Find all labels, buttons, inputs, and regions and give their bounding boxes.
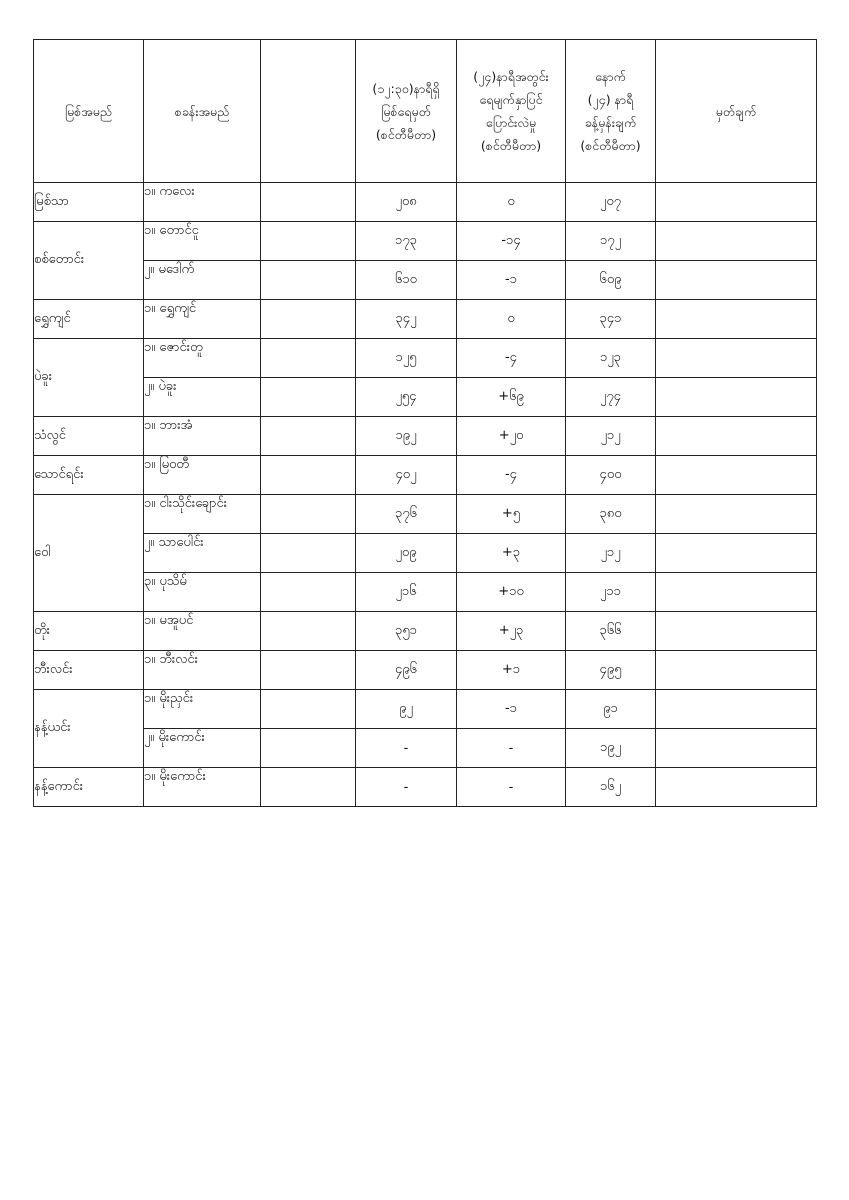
river-name-cell: နန့်ယင်း	[34, 690, 144, 768]
change-cell: -၁	[457, 690, 566, 729]
forecast-cell: ၁၂၃	[566, 339, 656, 378]
forecast-cell: ၂၀၇	[566, 183, 656, 222]
station-name-cell: ၁။ ရွှေကျင်	[144, 300, 261, 339]
blank-cell	[261, 261, 356, 300]
change-cell: +၂၀	[457, 417, 566, 456]
river-name-cell: စစ်တောင်း	[34, 222, 144, 300]
header-24h-forecast: နောက် (၂၄) နာရီ ခန့်မှန်းချက် (စင်တီမီတာ)	[566, 40, 656, 183]
table-row	[34, 729, 817, 768]
header-24h-change: (၂၄)နာရီအတွင်း ရေမျက်နှာပြင် ပြောင်းလဲမှု (စင်တီမီတာ)	[457, 40, 566, 183]
remark-cell	[656, 339, 817, 378]
water-level-cell: ၂၁၆	[356, 573, 457, 612]
blank-cell	[261, 456, 356, 495]
station-name-cell: ၂။ ပဲခူး	[144, 378, 261, 417]
table-row	[34, 456, 817, 495]
forecast-cell: ၃၆၆	[566, 612, 656, 651]
change-cell: +၃	[457, 534, 566, 573]
change-cell: -၄	[457, 456, 566, 495]
blank-cell	[261, 183, 356, 222]
remark-cell	[656, 417, 817, 456]
forecast-cell: ၄၀၀	[566, 456, 656, 495]
river-name-cell: ရွှေကျင်	[34, 300, 144, 339]
header-station-name: စခန်းအမည်	[144, 40, 261, 183]
station-name-cell: ၂။ မိုးကောင်း	[144, 729, 261, 768]
river-name-cell: တိုး	[34, 612, 144, 651]
blank-cell	[261, 495, 356, 534]
water-level-cell: ၂၀၈	[356, 183, 457, 222]
water-level-cell: ၃၅၁	[356, 612, 457, 651]
blank-cell	[261, 690, 356, 729]
station-name-cell: ၁။ ဇောင်းတူ	[144, 339, 261, 378]
remark-cell	[656, 534, 817, 573]
remark-cell	[656, 378, 817, 417]
remark-cell	[656, 300, 817, 339]
change-cell: +၂၃	[457, 612, 566, 651]
forecast-cell: ၂၁၂	[566, 417, 656, 456]
water-level-cell: ၄၀၂	[356, 456, 457, 495]
header-remarks: မှတ်ချက်	[656, 40, 817, 183]
water-level-cell: ၁၂၅	[356, 339, 457, 378]
remark-cell	[656, 651, 817, 690]
table-row	[34, 573, 817, 612]
blank-cell	[261, 573, 356, 612]
table-row	[34, 612, 817, 651]
change-cell: +၁	[457, 651, 566, 690]
water-level-cell: ၄၉၆	[356, 651, 457, 690]
river-name-cell: သောင်ရင်း	[34, 456, 144, 495]
change-cell: +၅	[457, 495, 566, 534]
station-name-cell: ၁။ မိုးညှင်း	[144, 690, 261, 729]
blank-cell	[261, 222, 356, 261]
water-level-cell: ၁၇၃	[356, 222, 457, 261]
remark-cell	[656, 183, 817, 222]
forecast-cell: ၃၈၀	[566, 495, 656, 534]
change-cell: ၀	[457, 183, 566, 222]
table-row	[34, 417, 817, 456]
change-cell: -	[457, 729, 566, 768]
change-cell: -၁	[457, 261, 566, 300]
river-water-level-table	[33, 39, 817, 807]
station-name-cell: ၁။ မြဝတီ	[144, 456, 261, 495]
header-water-level: (၁၂:၃၀)နာရီရှိ မြစ်ရေမှတ် (စင်တီမီတာ)	[356, 40, 457, 183]
river-name-cell: ဝေါ	[34, 495, 144, 612]
table-body	[34, 183, 817, 807]
blank-cell	[261, 339, 356, 378]
water-level-cell: ၆၁၀	[356, 261, 457, 300]
remark-cell	[656, 222, 817, 261]
station-name-cell: ၁။ ငါးသိုင်းချောင်း	[144, 495, 261, 534]
remark-cell	[656, 495, 817, 534]
forecast-cell: ၆၀၉	[566, 261, 656, 300]
water-level-cell: ၁၉၂	[356, 417, 457, 456]
station-name-cell: ၁။ မအူပင်	[144, 612, 261, 651]
river-name-cell: သံလွင်	[34, 417, 144, 456]
remark-cell	[656, 612, 817, 651]
remark-cell	[656, 456, 817, 495]
remark-cell	[656, 261, 817, 300]
table-row	[34, 534, 817, 573]
forecast-cell: ၂၁၂	[566, 534, 656, 573]
header-blank	[261, 40, 356, 183]
water-level-cell: ၂၅၄	[356, 378, 457, 417]
station-name-cell: ၁။ တောင်ငူ	[144, 222, 261, 261]
blank-cell	[261, 612, 356, 651]
forecast-cell: ၁၉၂	[566, 729, 656, 768]
remark-cell	[656, 573, 817, 612]
water-level-cell: ၃၄၂	[356, 300, 457, 339]
river-name-cell: ပဲခူး	[34, 339, 144, 417]
table-row	[34, 339, 817, 378]
station-name-cell: ၁။ ကလေး	[144, 183, 261, 222]
remark-cell	[656, 768, 817, 807]
forecast-cell: ၉၁	[566, 690, 656, 729]
change-cell: ၀	[457, 300, 566, 339]
water-level-cell: -	[356, 729, 457, 768]
table-row	[34, 300, 817, 339]
forecast-cell: ၄၉၅	[566, 651, 656, 690]
remark-cell	[656, 729, 817, 768]
river-name-cell: မြစ်သာ	[34, 183, 144, 222]
blank-cell	[261, 534, 356, 573]
station-name-cell: ၁။ မိုးကောင်း	[144, 768, 261, 807]
blank-cell	[261, 378, 356, 417]
forecast-cell: ၂၁၁	[566, 573, 656, 612]
water-level-cell: -	[356, 768, 457, 807]
station-name-cell: ၃။ ပုသိမ်	[144, 573, 261, 612]
header-river-name: မြစ်အမည်	[34, 40, 144, 183]
remark-cell	[656, 690, 817, 729]
blank-cell	[261, 729, 356, 768]
station-name-cell: ၁။ ဘီးလင်း	[144, 651, 261, 690]
table-row	[34, 690, 817, 729]
change-cell: +၆၉	[457, 378, 566, 417]
table-row	[34, 768, 817, 807]
table-row	[34, 261, 817, 300]
water-level-cell: ၂၀၉	[356, 534, 457, 573]
station-name-cell: ၁။ ဘားအံ	[144, 417, 261, 456]
change-cell: -၁၄	[457, 222, 566, 261]
change-cell: -၄	[457, 339, 566, 378]
table-row	[34, 183, 817, 222]
blank-cell	[261, 417, 356, 456]
forecast-cell: ၁၇၂	[566, 222, 656, 261]
table-row	[34, 495, 817, 534]
forecast-cell: ၃၄၁	[566, 300, 656, 339]
station-name-cell: ၂။ သာပေါင်း	[144, 534, 261, 573]
change-cell: +၁၀	[457, 573, 566, 612]
forecast-cell: ၁၆၂	[566, 768, 656, 807]
blank-cell	[261, 300, 356, 339]
river-name-cell: နန့်ကောင်း	[34, 768, 144, 807]
table-row	[34, 378, 817, 417]
table-header-row	[34, 40, 817, 183]
change-cell: -	[457, 768, 566, 807]
water-level-cell: ၃၇၆	[356, 495, 457, 534]
blank-cell	[261, 768, 356, 807]
table-row	[34, 651, 817, 690]
station-name-cell: ၂။ မဒေါက်	[144, 261, 261, 300]
blank-cell	[261, 651, 356, 690]
river-name-cell: ဘီးလင်း	[34, 651, 144, 690]
table-row	[34, 222, 817, 261]
forecast-cell: ၂၇၄	[566, 378, 656, 417]
water-level-cell: ၉၂	[356, 690, 457, 729]
